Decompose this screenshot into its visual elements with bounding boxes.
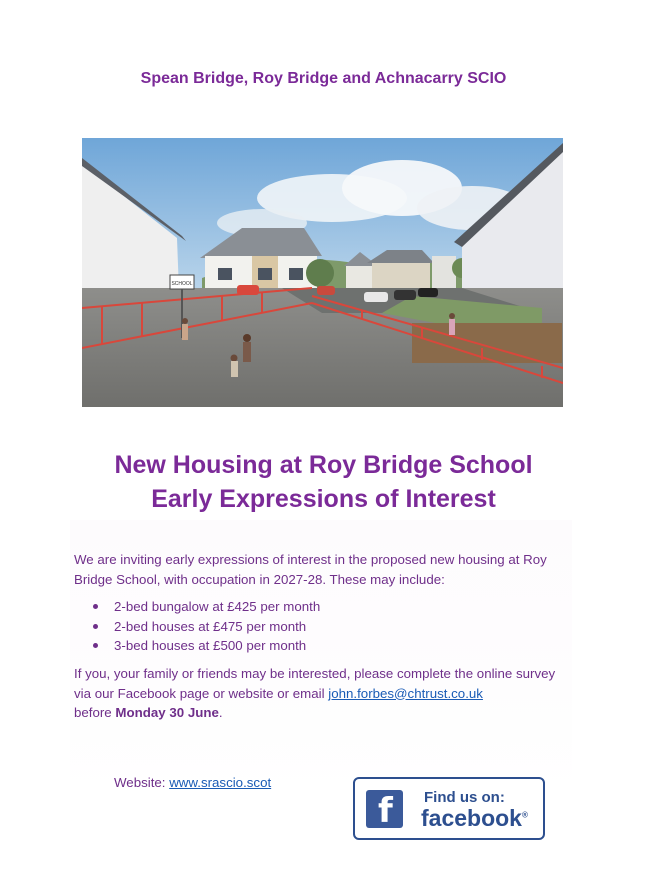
housing-options-list: [74, 597, 320, 656]
facebook-wordmark: facebook®: [421, 805, 528, 831]
facebook-logo-icon: [366, 790, 403, 828]
organisation-title: Spean Bridge, Roy Bridge and Achnacarry SCIO: [140, 70, 507, 87]
school-sign-text: SCHOOL: [171, 281, 193, 287]
website-line: [114, 775, 271, 790]
headline-line-1: New Housing at Roy Bridge School: [114, 451, 533, 479]
website-link[interactable]: www.srascio.scot: [169, 775, 272, 790]
list-item: 2-bed bungalow at £425 per month: [74, 597, 320, 617]
bullet-icon: [93, 643, 98, 648]
list-item: 3-bed houses at £500 per month: [74, 636, 320, 656]
outro-paragraph: [74, 664, 574, 723]
outro-end: .: [218, 705, 223, 720]
facebook-f-glyph: f: [378, 791, 393, 828]
registered-mark: ®: [521, 810, 528, 820]
outro-before-text: before: [74, 705, 116, 720]
facebook-find-us-text: Find us on:: [424, 789, 505, 806]
list-item: 2-bed houses at £475 per month: [74, 617, 320, 637]
bullet-icon: [93, 604, 98, 609]
headline: [0, 448, 647, 516]
facebook-badge[interactable]: [353, 777, 545, 840]
intro-paragraph: We are inviting early expressions of interest in the proposed new housing at Roy Bridge School, with occupation in 2027-28. These may include:: [74, 552, 547, 587]
deadline-date: Monday 30 June: [115, 705, 219, 720]
outro-text: If you, your family or friends may be interested, please complete the online survey via our Facebook page or website or email: [74, 666, 556, 701]
website-label: Website:: [114, 775, 170, 790]
email-link[interactable]: john.forbes@chtrust.co.uk: [328, 685, 483, 701]
headline-line-2: Early Expressions of Interest: [151, 485, 496, 513]
bullet-icon: [93, 624, 98, 629]
housing-render-image: [82, 138, 563, 407]
